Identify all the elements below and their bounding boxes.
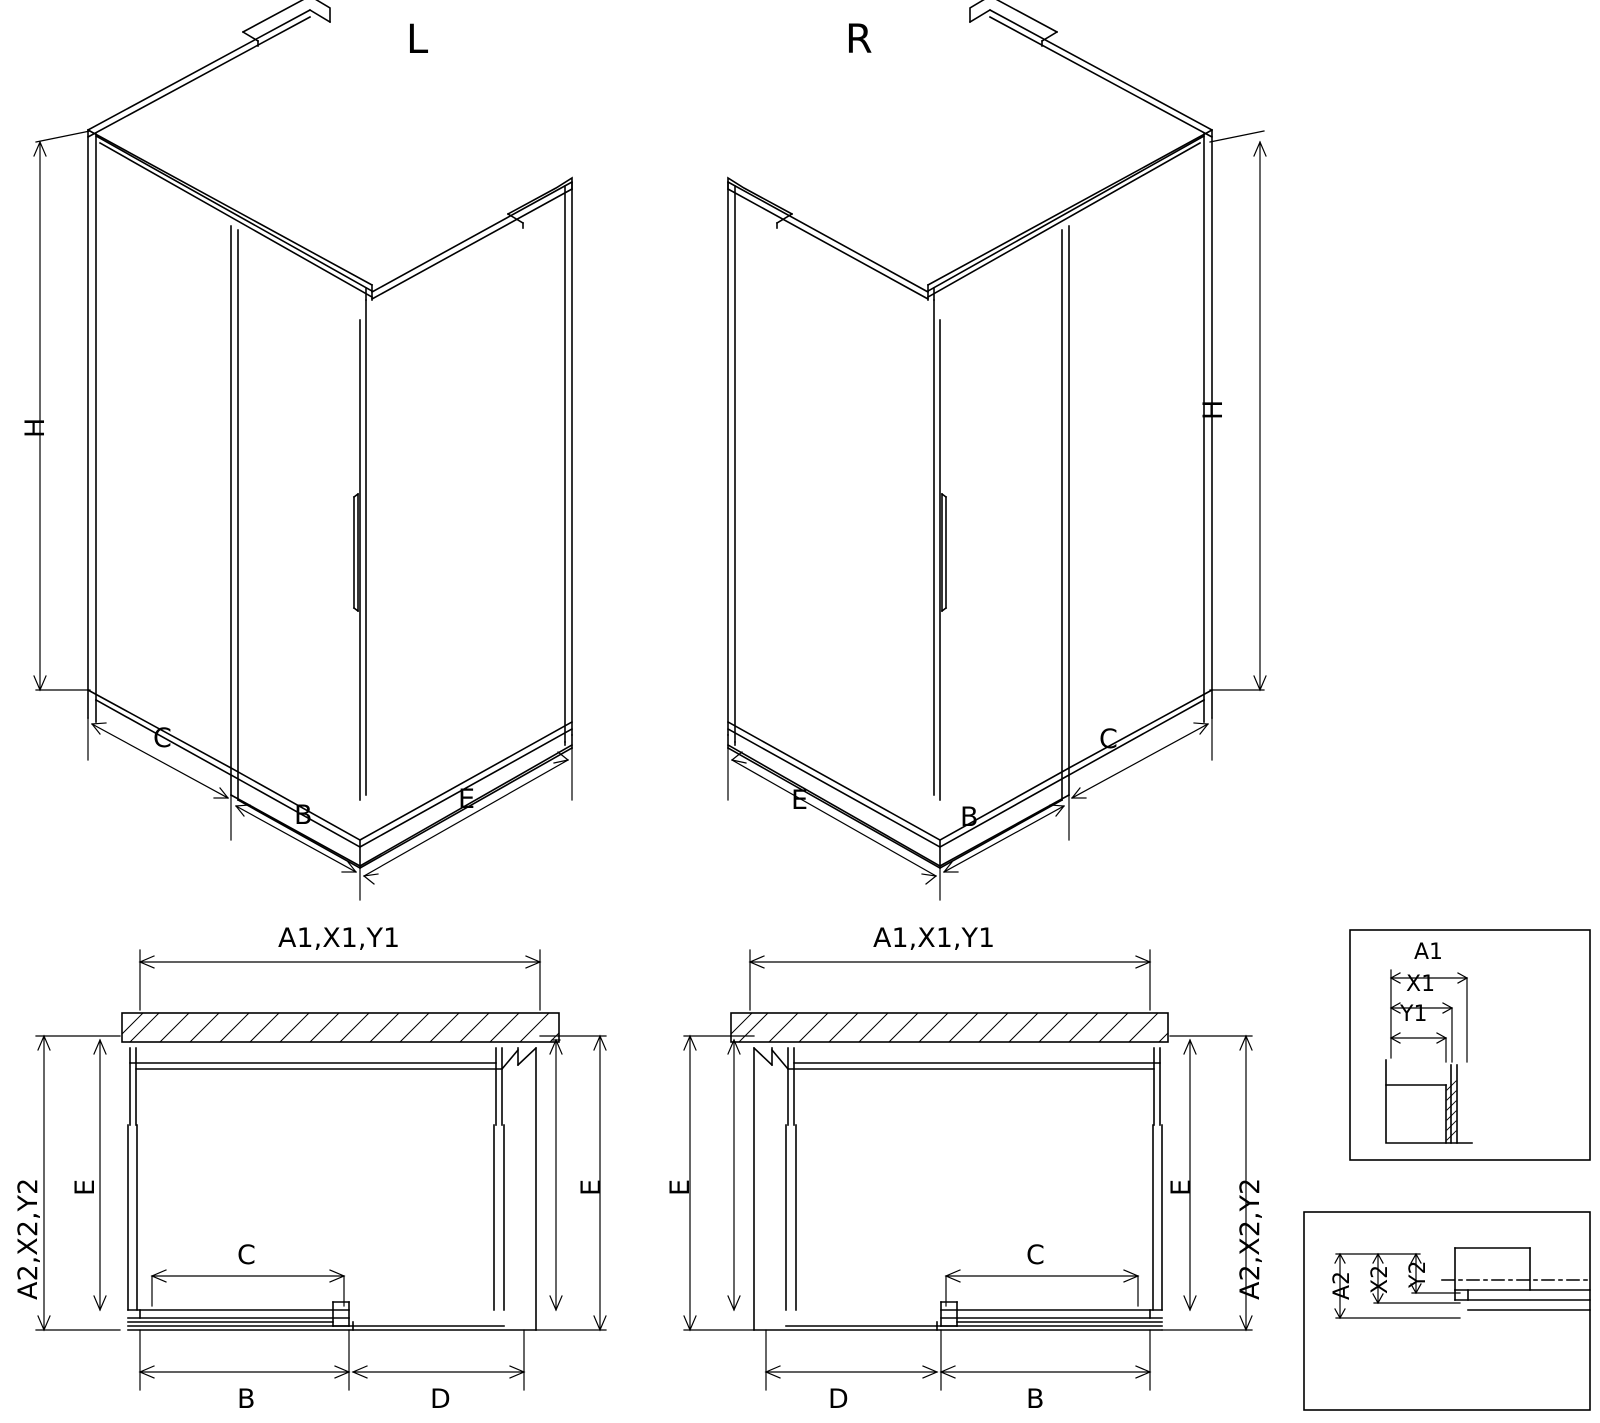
detail-top-dim-x1-label: X1 [1406,972,1436,997]
plan-left-dim-overall-label: A2,X2,Y2 [13,1177,44,1300]
iso-right-dim-front-label: E [791,785,809,816]
detail-bottom-box [1304,1212,1590,1410]
detail-top-dim-y1-label: Y1 [1400,1002,1428,1027]
plan-right-dim-inner-right-label: E [1166,1178,1197,1196]
iso-left-dim-front-label: E [458,784,476,815]
iso-right-dim-side-label: C [1099,724,1118,755]
plan-right-geometry [731,1013,1168,1330]
iso-right-dim-height-label: H [1198,399,1229,420]
detail-bottom-dim-x2-label: X2 [1368,1264,1393,1294]
plan-right-dim-bottom-left-label: D [828,1384,849,1415]
plan-right-dim-bottom-right-label: B [1026,1384,1045,1415]
plan-left-dim-door-span-label: C [237,1240,256,1271]
detail-bottom-dim-y2-label: Y2 [1406,1260,1431,1288]
iso-right-geometry [728,0,1212,868]
variant-label-left: L [406,17,429,63]
iso-left-dim-door-label: B [294,800,313,831]
iso-left-dim-side-label: C [153,723,172,754]
plan-left-geometry [122,1013,559,1330]
plan-left-dim-inner-right-label: E [576,1178,607,1196]
plan-left-dim-bottom-left-label: B [237,1384,256,1415]
plan-right-dim-inner-left-label: E [665,1178,696,1196]
plan-left-dim-bottom-right-label: D [430,1384,451,1415]
plan-left-dim-top-label: A1,X1,Y1 [278,923,401,954]
plan-left-dim-overall-right-label: A2,X2,Y2 [1235,1177,1266,1300]
iso-right-dim-door-label: B [960,802,979,833]
variant-label-right: R [845,17,873,63]
iso-left-dim-height-label: H [20,417,51,438]
detail-top-dim-a1-label: A1 [1414,940,1444,965]
iso-left-dim-H [34,131,90,690]
detail-top-box [1350,930,1590,1160]
plan-right-dim-door-span-label: C [1026,1240,1045,1271]
plan-right-dims [684,950,1252,1390]
plan-right-dim-top-label: A1,X1,Y1 [873,923,996,954]
detail-bottom-dim-a2-label: A2 [1330,1270,1355,1300]
plan-left-dim-inner-left-label: E [70,1178,101,1196]
